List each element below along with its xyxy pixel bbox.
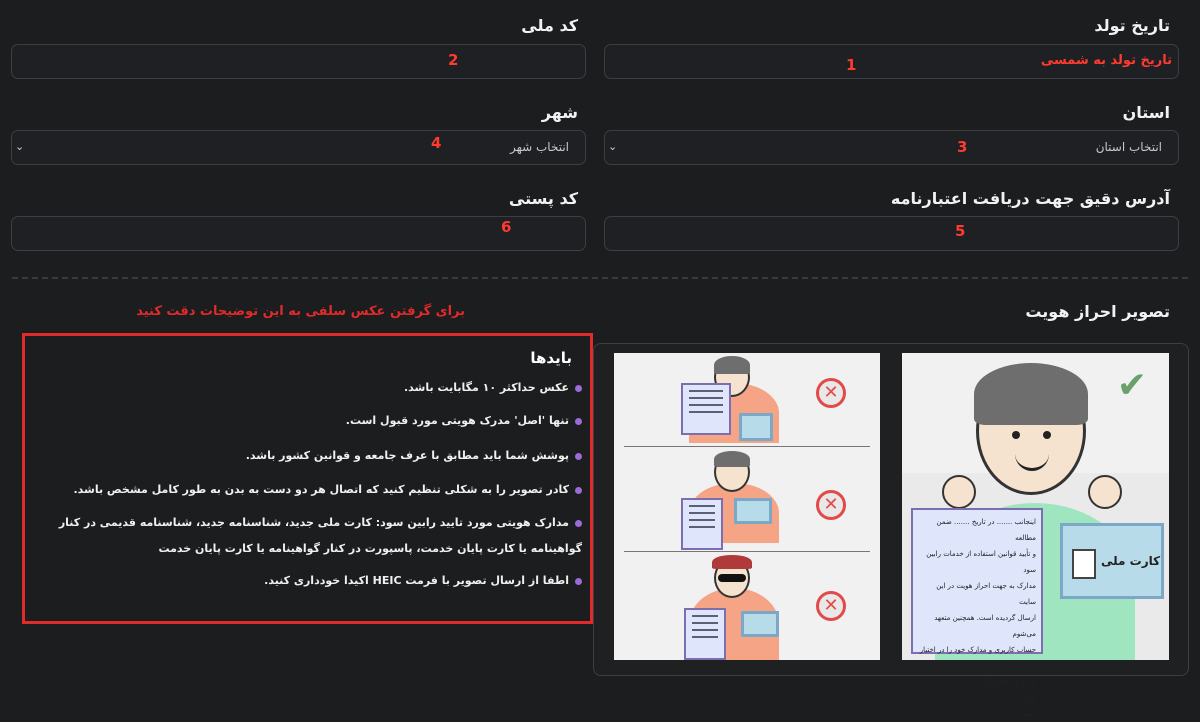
marker-6: 6 bbox=[501, 218, 512, 236]
id-card: کارت ملی bbox=[1060, 523, 1164, 599]
national-code-input[interactable] bbox=[11, 44, 586, 79]
address-label: آدرس دقیق جهت دریافت اعتبارنامه bbox=[890, 189, 1170, 208]
bullet-icon bbox=[575, 578, 582, 585]
section-divider bbox=[12, 277, 1188, 279]
province-select[interactable] bbox=[604, 130, 1179, 165]
bullet-icon bbox=[575, 385, 582, 392]
commitment-letter: اینجانب ....... در تاریخ ....... ضمن مطالعه و تأیید قوانین استفاده از خدمات رابین سود مدارک به جهت احراز هویت در این سایت ارسال گردیده است. همچنین متعهد می‌شوم حساب کاربری و مدارک خود را در اختیار اشخاص غیر قرار ندهم. نام و نام خانوادگی تاریخ امضاء bbox=[911, 508, 1043, 654]
bullet-icon bbox=[575, 487, 582, 494]
birth-date-value: تاریخ تولد به شمسی bbox=[1040, 53, 1172, 68]
bullet-icon bbox=[575, 453, 582, 460]
rule-item: کادر تصویر را به شکلی تنظیم کنید که اتصال هر دو دست به بدن به طور کامل مشخص باشد. bbox=[73, 477, 582, 503]
bullet-icon bbox=[575, 418, 582, 425]
marker-5: 5 bbox=[955, 222, 966, 240]
national-code-label: کد ملی bbox=[521, 16, 578, 35]
province-label: استان bbox=[1122, 103, 1170, 122]
rule-item: مدارک هویتی مورد تایید رابین سود: کارت ملی جدید، شناسنامه جدید، شناسنامه قدیمی در کنار گواهینامه یا کارت پایان خدمت، پاسپورت در کنار گواهینامه یا کارت پایان خدمت bbox=[58, 516, 582, 555]
rules-title: بایدها bbox=[530, 349, 572, 367]
identity-title: تصویر احراز هویت bbox=[1025, 302, 1170, 321]
birth-date-input[interactable] bbox=[604, 44, 1179, 79]
rule-item: اطفا از ارسال تصویر با فرمت HEIC اکیدا خودداری کنید. bbox=[264, 568, 582, 594]
marker-2: 2 bbox=[448, 51, 459, 69]
correct-example-image bbox=[902, 353, 1169, 718]
marker-3: 3 bbox=[957, 138, 968, 156]
city-select[interactable] bbox=[11, 130, 586, 165]
address-input[interactable] bbox=[604, 216, 1179, 251]
bullet-icon bbox=[575, 520, 582, 527]
wrong-icon: ✕ bbox=[816, 591, 846, 621]
chevron-down-icon: ⌄ bbox=[608, 140, 618, 153]
rule-item: عکس حداکثر ۱۰ مگابایت باشد. bbox=[404, 375, 582, 401]
sunglasses-icon bbox=[718, 574, 746, 582]
marker-1: 1 bbox=[846, 56, 857, 74]
selfie-notice: برای گرفتن عکس سلفی به این توضیحات دقت کنید bbox=[136, 304, 465, 319]
chevron-down-icon: ⌄ bbox=[15, 140, 25, 153]
city-label: شهر bbox=[541, 103, 578, 122]
identity-example-images bbox=[593, 343, 1189, 718]
avatar bbox=[1072, 549, 1096, 579]
city-selected: انتخاب شهر bbox=[509, 140, 569, 154]
rules-box bbox=[22, 333, 593, 624]
province-selected: انتخاب استان bbox=[1095, 140, 1162, 154]
wrong-icon: ✕ bbox=[816, 490, 846, 520]
rule-item: تنها 'اصل' مدرک هویتی مورد قبول است. bbox=[346, 408, 582, 434]
postal-code-label: کد پستی bbox=[508, 189, 578, 208]
postal-code-input[interactable] bbox=[11, 216, 586, 251]
marker-4: 4 bbox=[431, 134, 442, 152]
birth-date-label: تاریخ تولد bbox=[1094, 16, 1170, 35]
wrong-examples-image bbox=[614, 353, 880, 660]
wrong-icon: ✕ bbox=[816, 378, 846, 408]
check-icon: ✔ bbox=[1116, 365, 1148, 406]
rule-item: پوشش شما باید مطابق با عرف جامعه و قوانین کشور باشد. bbox=[246, 443, 582, 469]
